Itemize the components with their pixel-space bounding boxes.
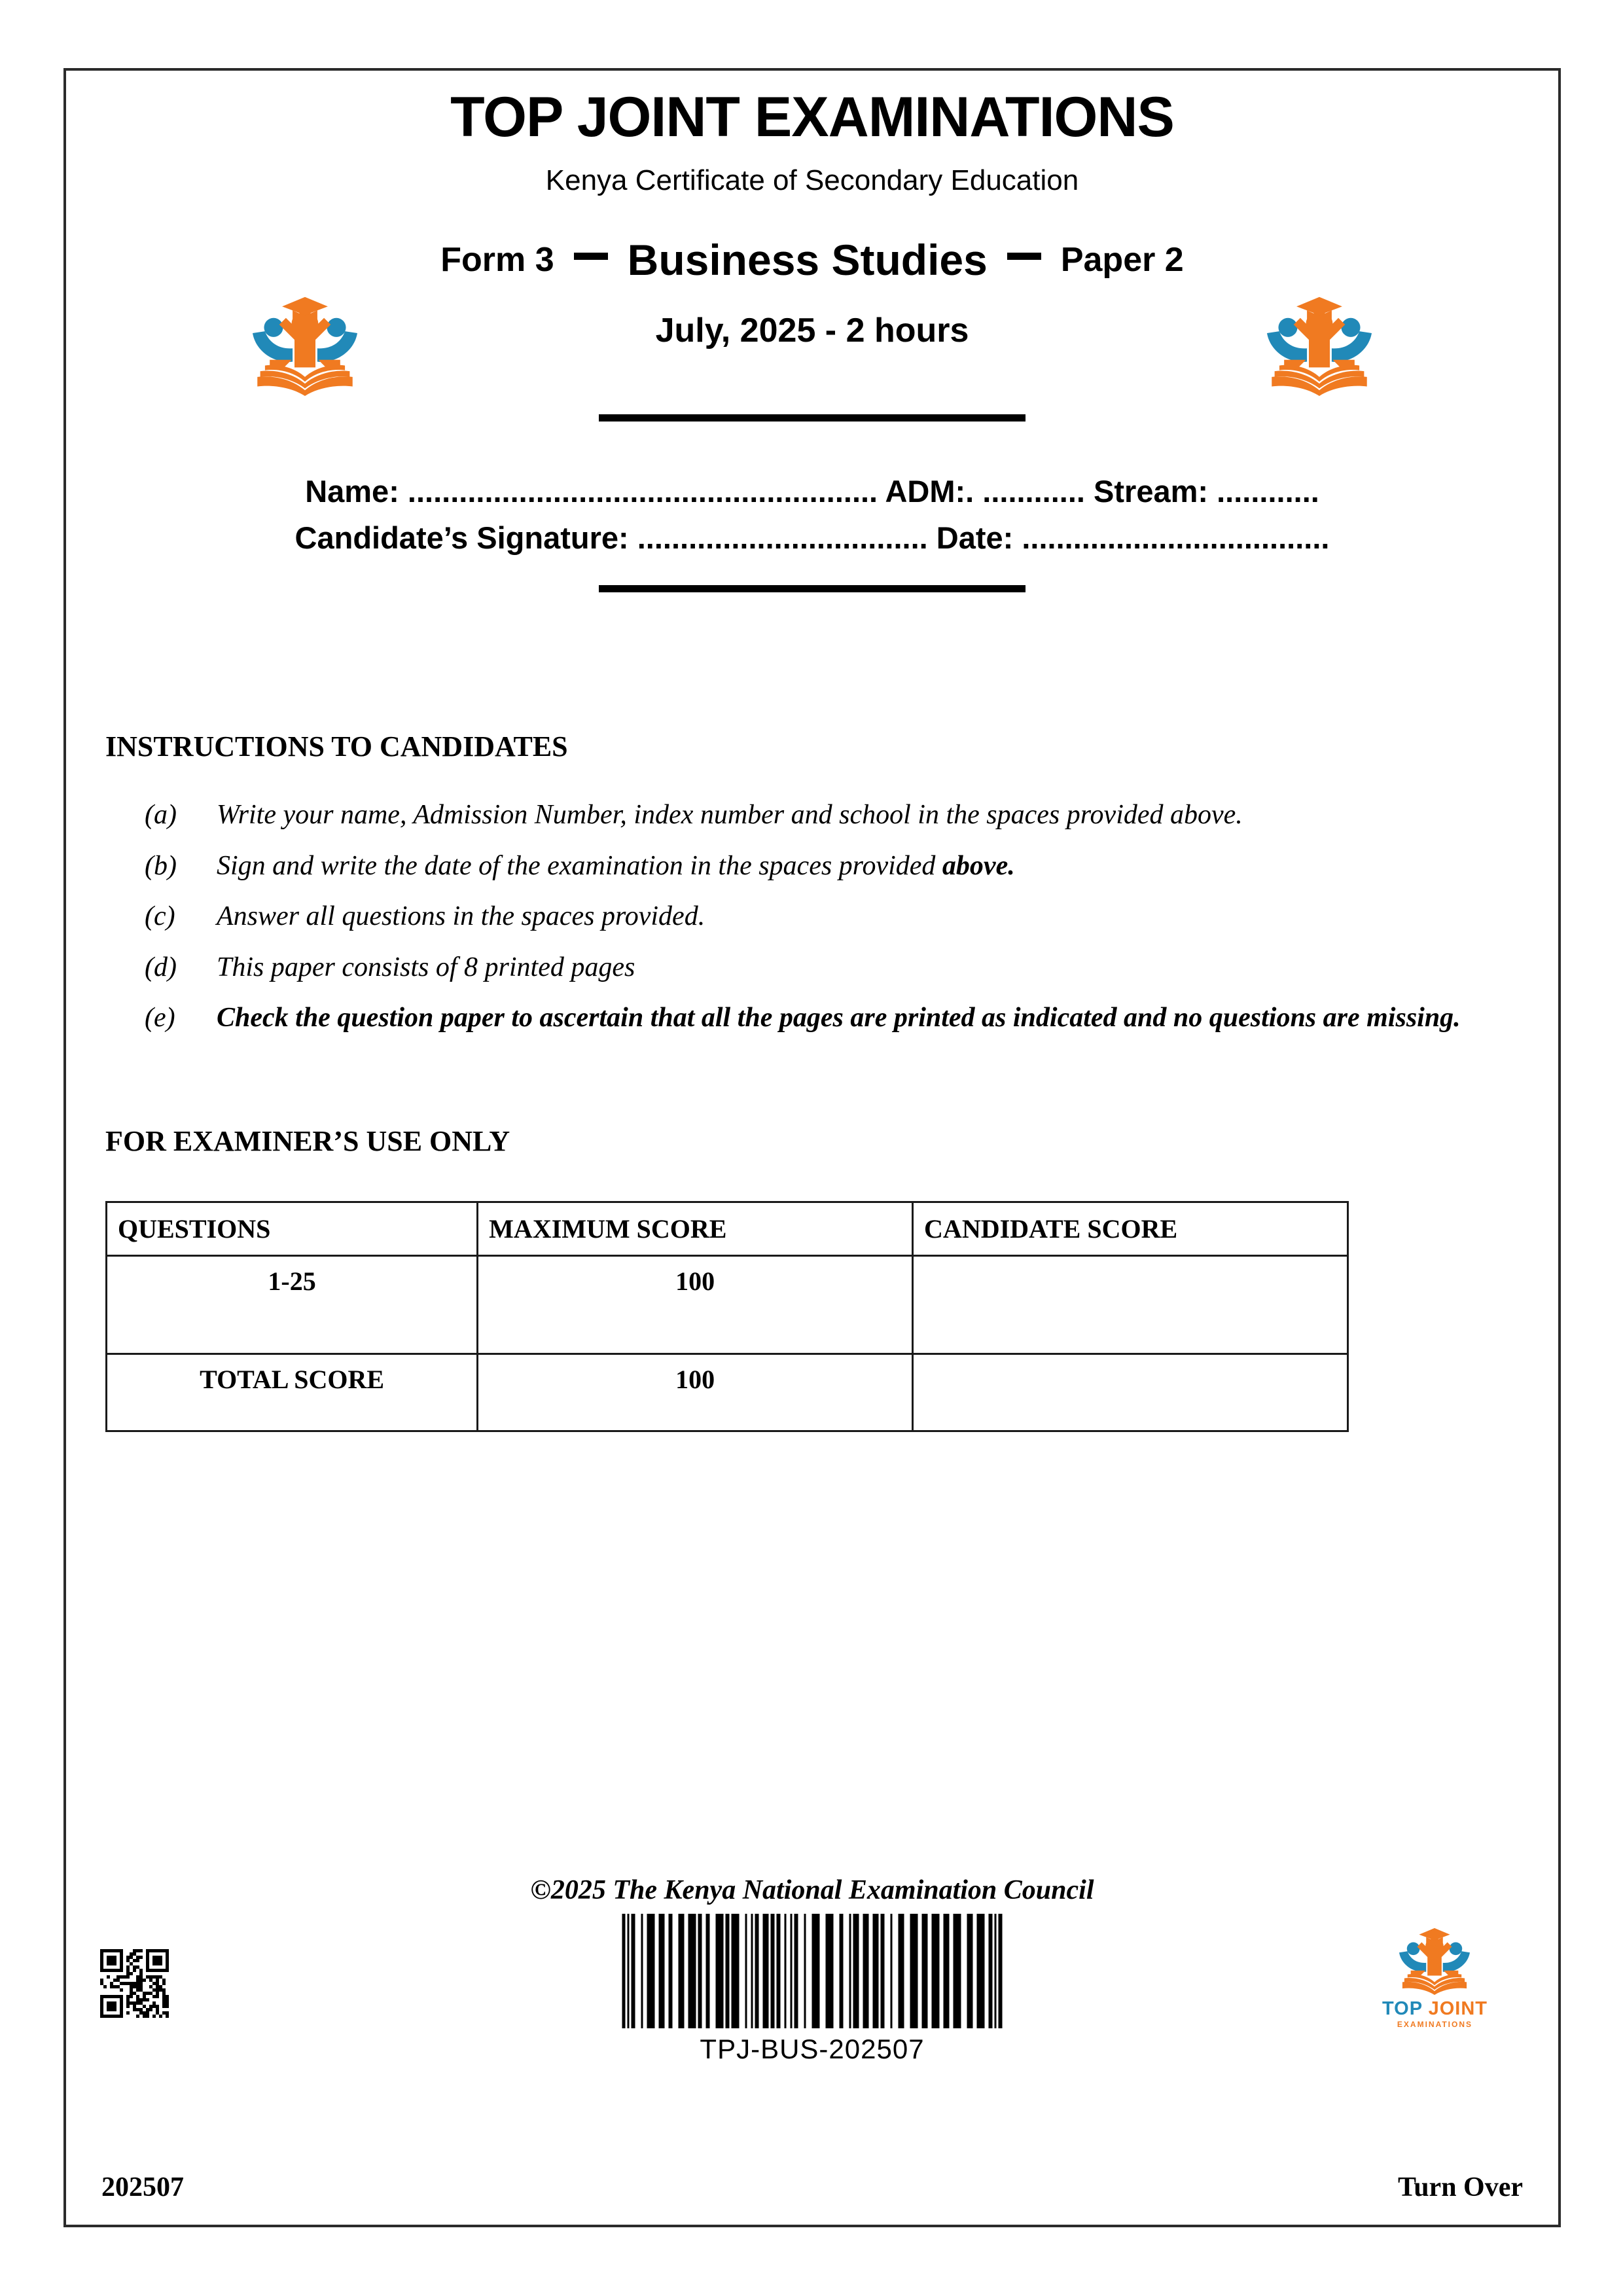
footer-top-joint-logo (1382, 1924, 1488, 2029)
qr-code-block (100, 1949, 169, 2018)
adm-input-line[interactable]: ............ (982, 474, 1085, 509)
instruction-text: Answer all questions in the spaces provided. (217, 901, 705, 932)
examiner-score-table (105, 1201, 1349, 1432)
paper-line (66, 235, 1558, 285)
barcode-icon (616, 1914, 1009, 2028)
paper-number-label: Paper 2 (1060, 241, 1184, 279)
column-header-questions: QUESTIONS (107, 1202, 478, 1256)
table-row (107, 1256, 1348, 1354)
divider-rule-top (599, 414, 1026, 422)
name-label: Name: (305, 474, 399, 509)
instruction-marker: (b) (145, 850, 177, 881)
cell-total-candidate[interactable] (913, 1354, 1348, 1431)
footer-logo-wordmark (1382, 2000, 1488, 2018)
instruction-text: Write your name, Admission Number, index number and school in the spaces provided above. (217, 799, 1243, 830)
instruction-text: This paper consists of 8 printed pages (217, 952, 635, 982)
stream-label: Stream: (1094, 474, 1209, 509)
sitting-label: July, 2025 - 2 hours (655, 312, 969, 350)
instruction-marker: (c) (145, 901, 175, 932)
paper-identification-band (66, 213, 1558, 409)
instruction-item-d (145, 948, 1506, 988)
footer-logo-word-joint: JOINT (1428, 1998, 1488, 2019)
divider-rule-bottom (599, 585, 1026, 592)
instruction-marker: (e) (145, 1003, 175, 1033)
dash-separator-right (1007, 253, 1041, 260)
instruction-text (217, 847, 1506, 886)
subject-label: Business Studies (627, 236, 988, 284)
candidate-details-block (66, 468, 1558, 562)
instruction-text: Check the question paper to ascertain that all the pages are printed as indicated and no questions are missing. (217, 1003, 1461, 1033)
instruction-marker: (a) (145, 799, 177, 830)
instructions-list (145, 796, 1506, 1038)
instructions-heading: INSTRUCTIONS TO CANDIDATES (105, 730, 568, 762)
instruction-item-a (145, 796, 1506, 835)
adm-label: ADM:. (885, 474, 974, 509)
instruction-item-e (145, 999, 1506, 1038)
instruction-item-c (145, 897, 1506, 937)
exam-subtitle: Kenya Certificate of Secondary Education (545, 164, 1079, 196)
form-label: Form 3 (440, 241, 554, 279)
instruction-text-emphasis: above. (942, 850, 1015, 881)
footer-logo-word-top: TOP (1382, 1998, 1423, 2019)
candidate-signature-row (66, 514, 1558, 561)
page-title: TOP JOINT EXAMINATIONS (450, 86, 1174, 149)
divider-top-wrap (66, 413, 1558, 425)
cell-questions-range: 1-25 (107, 1256, 478, 1354)
divider-bottom-wrap (66, 584, 1558, 596)
examiner-heading: FOR EXAMINER’S USE ONLY (105, 1125, 510, 1157)
copyright-notice: ©2025 The Kenya National Examination Council (530, 1875, 1094, 1905)
exam-page (63, 68, 1561, 2227)
column-header-maximum-score: MAXIMUM SCORE (478, 1202, 913, 1256)
name-input-line[interactable]: ....................................................... (407, 474, 878, 509)
candidate-name-row (66, 468, 1558, 514)
instruction-item-b (145, 847, 1506, 886)
cell-total-label: TOTAL SCORE (107, 1354, 478, 1431)
cell-maximum-score: 100 (478, 1256, 913, 1354)
cell-candidate-score[interactable] (913, 1256, 1348, 1354)
graduation-book-icon (1395, 1924, 1474, 1995)
barcode-caption: TPJ-BUS-202507 (700, 2034, 925, 2064)
stream-input-line[interactable]: ............ (1217, 474, 1319, 509)
signature-input-line[interactable]: .................................. (637, 520, 928, 556)
instruction-marker: (d) (145, 952, 177, 982)
footer-logo-subtext: EXAMINATIONS (1397, 2020, 1473, 2029)
footer-zone (66, 1910, 1558, 2130)
table-header-row (107, 1202, 1348, 1256)
instruction-text-main: Sign and write the date of the examination in the spaces provided (217, 850, 942, 881)
column-header-candidate-score: CANDIDATE SCORE (913, 1202, 1348, 1256)
date-label: Date: (936, 520, 1014, 556)
signature-label: Candidate’s Signature: (294, 520, 629, 556)
cell-total-maximum: 100 (478, 1354, 913, 1431)
qr-code-icon (100, 1949, 169, 2018)
date-input-line[interactable]: .................................... (1022, 520, 1330, 556)
barcode-block (616, 1914, 1009, 2065)
turn-over-label: Turn Over (1398, 2172, 1523, 2202)
dash-separator-left (574, 253, 608, 260)
page-code: 202507 (101, 2172, 184, 2202)
table-row-total (107, 1354, 1348, 1431)
page-bottom-bar (66, 2164, 1558, 2210)
